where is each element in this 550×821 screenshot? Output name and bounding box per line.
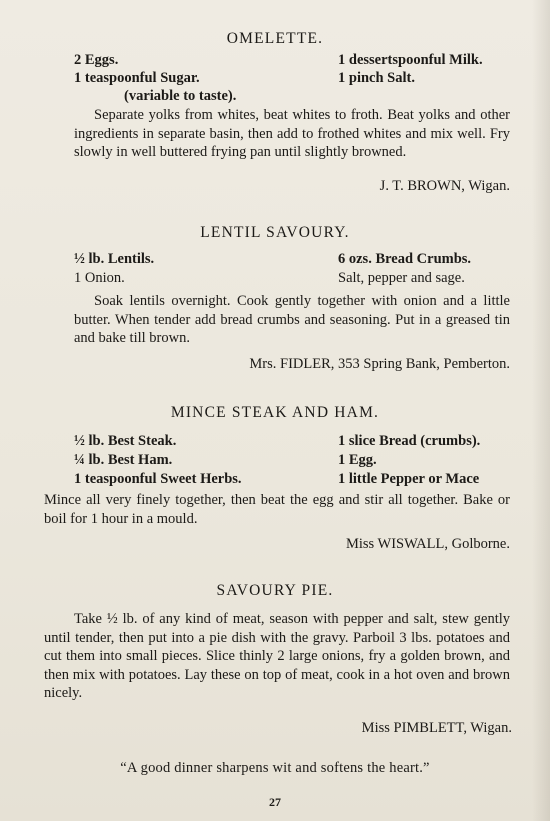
ingredient-milk: 1 dessertspoonful Milk.	[338, 52, 483, 68]
contributor-mince-steak-ham: Miss WISWALL, Golborne.	[345, 536, 510, 552]
ingredient-bread-slice: 1 slice Bread (crumbs).	[338, 433, 481, 449]
ingredient-sugar: 1 teaspoonful Sugar.	[74, 70, 200, 86]
ingredient-pepper-mace: 1 little Pepper or Mace	[338, 471, 480, 487]
recipe-method-savoury-pie: Take ½ lb. of any kind of meat, season with pepper and salt, stew gently until tender, then put into a pie dish with the gravy. Parboil 3 lbs. potatoes and cut them into small pieces. Slice thinly 2 large onions, fry a golden brown, and then mix with potatoes. Lay these on top of meat, cook in a hot oven and brown nicely.	[44, 611, 510, 702]
recipe-title-omelette: OMELETTE.	[226, 30, 324, 47]
ingredient-egg: 1 Egg.	[338, 452, 377, 468]
contributor-lentil-savoury: Mrs. FIDLER, 353 Spring Bank, Pemberton.	[249, 356, 510, 372]
recipe-title-mince-steak-ham: MINCE STEAK AND HAM.	[170, 404, 380, 421]
ingredient-lentils: ½ lb. Lentils.	[74, 251, 155, 267]
recipe-method-lentil-savoury: Soak lentils overnight. Cook gently together with onion and a little butter. When tender add bread crumbs and seasoning. Put in a greased tin and bake till brown.	[74, 293, 510, 347]
contributor-omelette: J. T. BROWN, Wigan.	[379, 178, 510, 194]
ingredient-seasoning: Salt, pepper and sage.	[338, 270, 465, 286]
ingredient-salt: 1 pinch Salt.	[338, 70, 415, 86]
ingredient-eggs: 2 Eggs.	[74, 52, 119, 68]
recipe-title-lentil-savoury: LENTIL SAVOURY.	[200, 224, 350, 241]
ingredient-steak: ½ lb. Best Steak.	[74, 433, 177, 449]
page-number: 27	[269, 795, 281, 809]
ingredient-bread-crumbs: 6 ozs. Bread Crumbs.	[338, 251, 472, 267]
recipe-method-mince-steak-ham: Mince all very finely together, then beat the egg and stir all together. Bake or boil for 1 hour in a mould.	[44, 492, 510, 527]
contributor-savoury-pie: Miss PIMBLETT, Wigan.	[361, 720, 512, 736]
recipe-method-omelette: Separate yolks from whites, beat whites to froth. Beat yolks and other ingredients in separate basin, then add to frothed whites and mix well. Fry slowly in well buttered frying pan until slightly browned.	[74, 107, 510, 161]
ingredient-ham: ¼ lb. Best Ham.	[74, 452, 173, 468]
ingredient-onion: 1 Onion.	[74, 270, 125, 286]
closing-quote: “A good dinner sharpens wit and softens the heart.”	[120, 760, 430, 776]
ingredient-sweet-herbs: 1 teaspoonful Sweet Herbs.	[74, 471, 242, 487]
ingredient-note: (variable to taste).	[124, 88, 237, 104]
recipe-title-savoury-pie: SAVOURY PIE.	[216, 582, 334, 599]
